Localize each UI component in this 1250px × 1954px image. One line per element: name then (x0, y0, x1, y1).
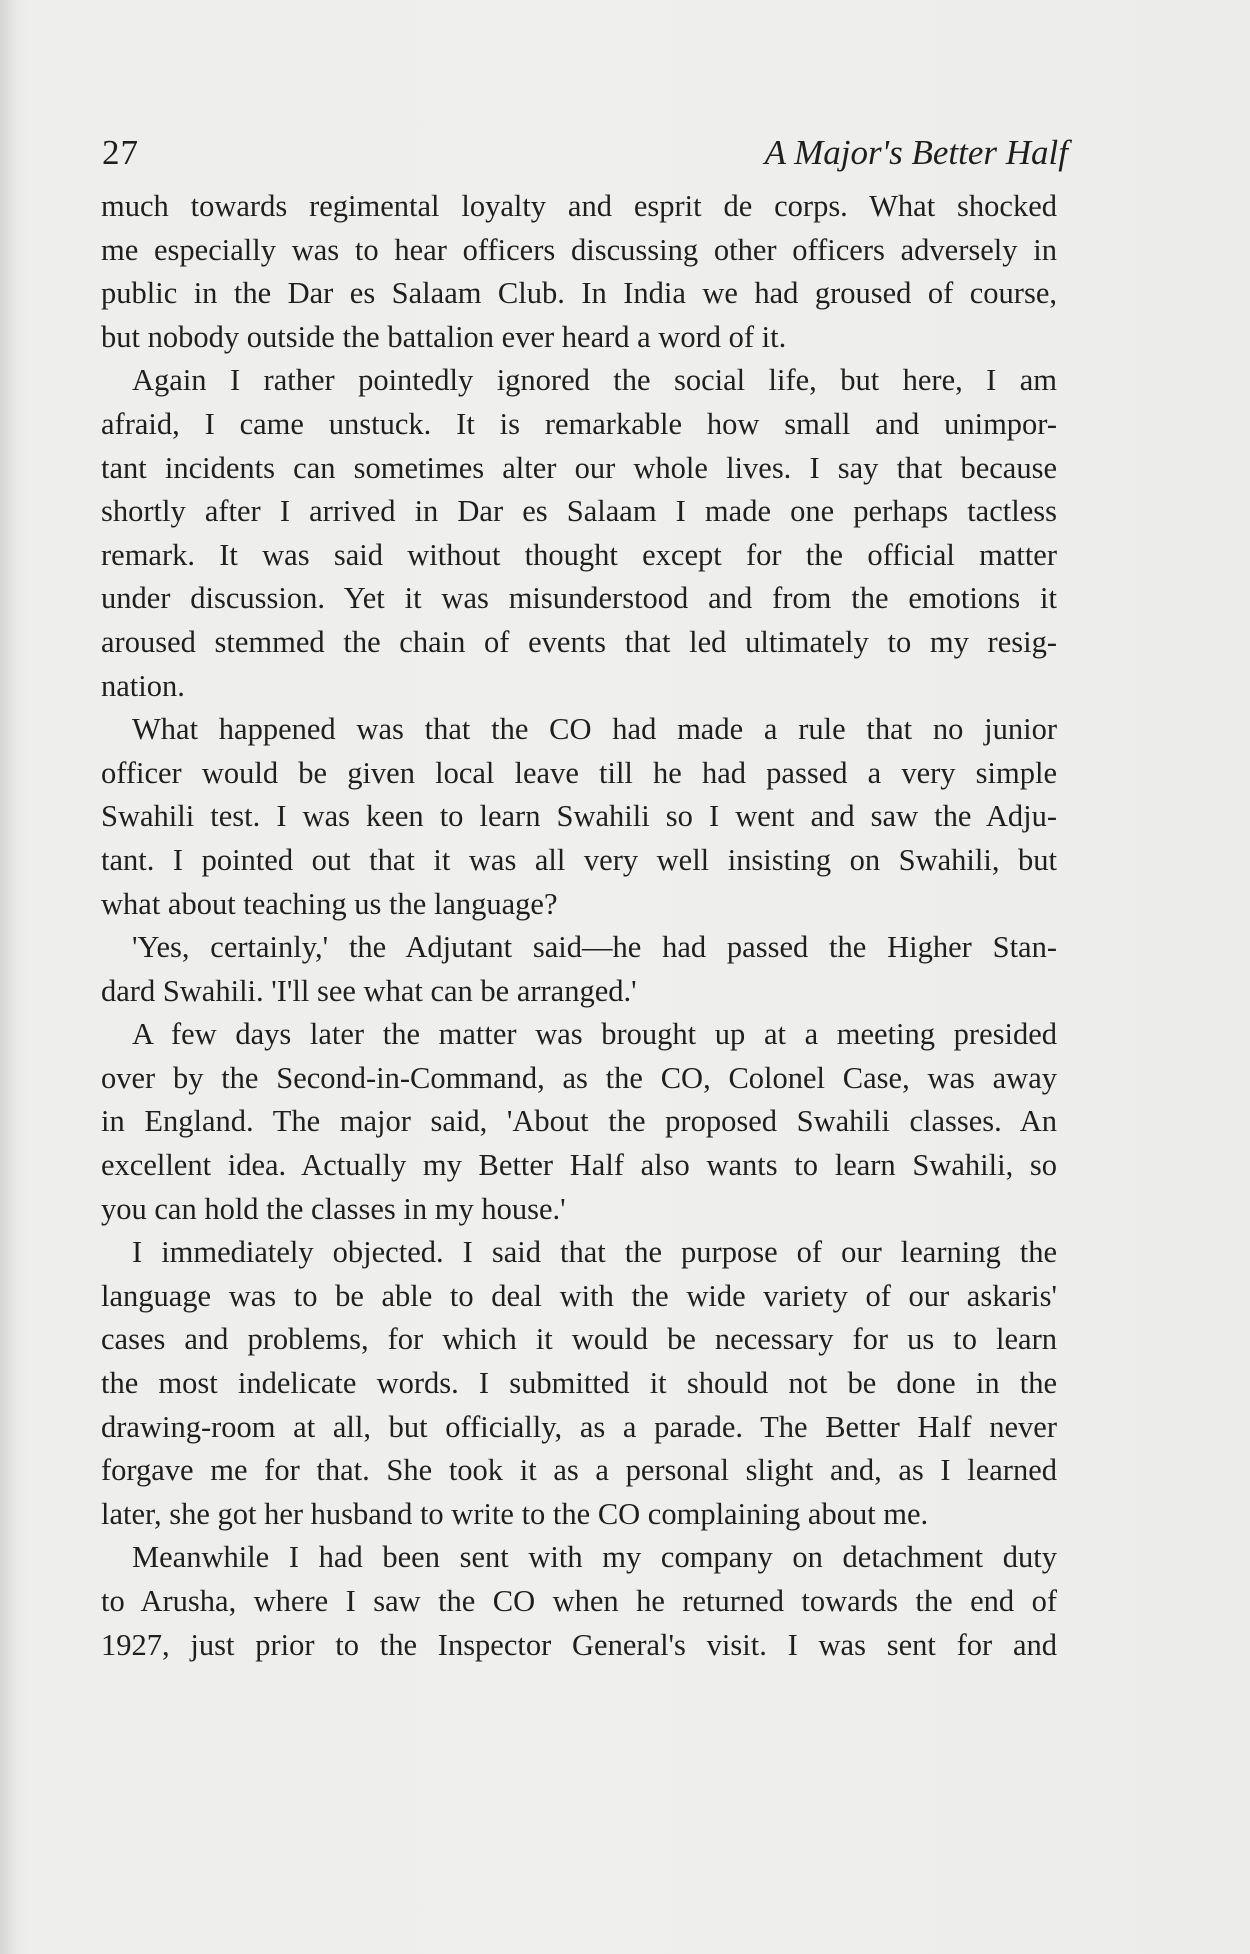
text-line: much towards regimental loyalty and esprit de corps. What shocked (101, 189, 1057, 223)
text-line: afraid, I came unstuck. It is remarkable how small and unimpor- (101, 406, 1057, 441)
text-line: cases and problems, for which it would be necessary for us to learn (101, 1322, 1057, 1357)
text-line: but nobody outside the battalion ever heard a word of it. (101, 319, 787, 354)
text-line: What happened was that the CO had made a rule that no junior (132, 712, 1057, 747)
text-line: Swahili test. I was keen to learn Swahili so I went and saw the Adju- (101, 799, 1057, 834)
text-line: you can hold the classes in my house.' (101, 1191, 566, 1226)
page-header (102, 128, 1068, 178)
text-line: I immediately objected. I said that the purpose of our learning the (132, 1235, 1057, 1270)
text-line: under discussion. Yet it was misunderstood and from the emotions it (101, 581, 1057, 616)
text-line: public in the Dar es Salaam Club. In India we had groused of course, (101, 276, 1057, 311)
text-line: drawing-room at all, but officially, as a parade. The Better Half never (101, 1409, 1057, 1444)
text-line: nation. (101, 668, 185, 703)
text-line: 'Yes, certainly,' the Adjutant said—he had passed the Higher Stan- (132, 930, 1057, 965)
text-line: aroused stemmed the chain of events that led ultimately to my resig- (101, 624, 1057, 659)
page-number: 27 (102, 133, 139, 172)
text-line: the most indelicate words. I submitted it should not be done in the (101, 1366, 1057, 1401)
text-line: forgave me for that. She took it as a personal slight and, as I learned (101, 1453, 1057, 1488)
text-line: Meanwhile I had been sent with my company on detachment duty (132, 1540, 1057, 1575)
text-line: remark. It was said without thought except for the official matter (101, 537, 1057, 572)
text-line: 1927, just prior to the Inspector General's visit. I was sent for and (101, 1627, 1057, 1662)
text-line: shortly after I arrived in Dar es Salaam I made one perhaps tactless (101, 494, 1057, 529)
text-line: me especially was to hear officers discussing other officers adversely in (101, 232, 1057, 267)
text-line: over by the Second-in-Command, as the CO, Colonel Case, was away (101, 1060, 1057, 1095)
text-line: to Arusha, where I saw the CO when he returned towards the end of (101, 1584, 1057, 1618)
text-line: A few days later the matter was brought up at a meeting presided (132, 1017, 1057, 1052)
text-line: Again I rather pointedly ignored the social life, but here, I am (132, 363, 1057, 398)
page-binding-edge (0, 0, 16, 1954)
body-text (101, 185, 1057, 1667)
text-line: excellent idea. Actually my Better Half also wants to learn Swahili, so (101, 1148, 1057, 1183)
text-line: language was to be able to deal with the wide variety of our askaris' (101, 1278, 1057, 1313)
text-line: in England. The major said, 'About the proposed Swahili classes. An (101, 1104, 1057, 1139)
text-line: tant. I pointed out that it was all very well insisting on Swahili, but (101, 842, 1057, 877)
running-title: A Major's Better Half (764, 133, 1068, 172)
text-line: dard Swahili. 'I'll see what can be arranged.' (101, 973, 637, 1008)
text-line: officer would be given local leave till he had passed a very simple (101, 755, 1057, 790)
text-line: what about teaching us the language? (101, 886, 558, 921)
text-line: tant incidents can sometimes alter our whole lives. I say that because (101, 450, 1057, 485)
text-line: later, she got her husband to write to the CO complaining about me. (101, 1496, 929, 1531)
